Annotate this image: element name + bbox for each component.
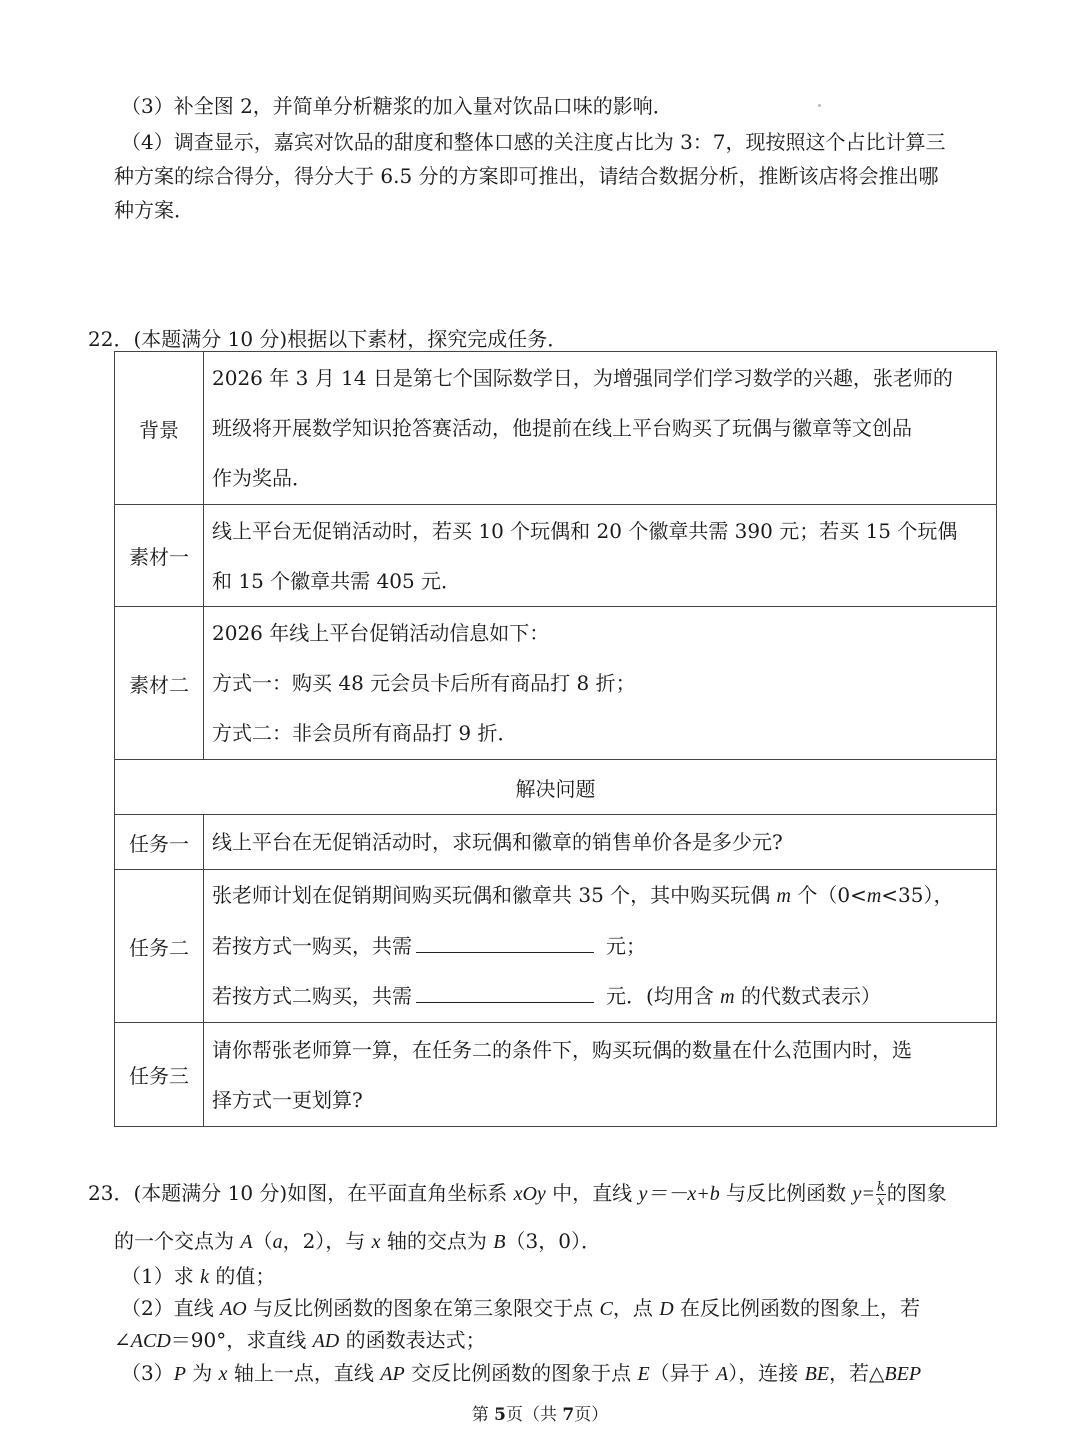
line-AP: AP <box>380 1363 405 1385</box>
q23-line2-text-c: ，2），与 <box>282 1229 372 1253</box>
row-task2 <box>115 870 997 1023</box>
point-C: C <box>599 1298 613 1320</box>
row-content-task3 <box>204 1023 997 1127</box>
background-line3: 作为奖品． <box>212 466 312 490</box>
row-solve-header <box>115 760 997 815</box>
task1-line1: 线上平台在无促销活动时，求玩偶和徽章的销售单价各是多少元? <box>204 815 997 870</box>
row-content-background <box>204 352 997 505</box>
q21-item4-line1: （4）调查显示，嘉宾对饮品的甜度和整体口感的关注度占比为 3：7，现按照这个占比计算三 <box>121 130 946 154</box>
scan-speck <box>818 104 821 107</box>
row-content-material1 <box>204 505 997 607</box>
row-label-task1: 任务一 <box>115 815 204 870</box>
row-material1 <box>115 505 997 607</box>
line-AD: AD <box>312 1330 340 1352</box>
footer-middle: 页（共 <box>506 1405 563 1425</box>
material1-line2: 和 15 个徽章共需 405 元． <box>212 568 462 593</box>
footer-prefix: 第 <box>471 1405 495 1425</box>
var-m: m <box>776 885 791 907</box>
q23-item3-text-c: 轴上一点，直线 <box>227 1361 381 1385</box>
q23-line2-text-a: 的一个交点为 <box>114 1229 241 1253</box>
var-xOy: xOy <box>513 1183 546 1205</box>
task2-line3-text-b: 元．(均用含 <box>606 984 721 1008</box>
task2-line2-text-b: 元； <box>606 934 646 958</box>
material2-line3: 方式二：非会员所有商品打 9 折． <box>212 721 518 745</box>
line-AO: AO <box>220 1298 247 1320</box>
task2-line3-text-c: 的代数式表示） <box>734 984 881 1008</box>
background-line2: 班级将开展数学知识抢答赛活动，他提前在线上平台购买了玩偶与徽章等文创品 <box>212 416 912 440</box>
q21-item4-line2: 种方案的综合得分，得分大于 6.5 分的方案即可推出，请结合数据分析，推断该店将会推出哪 <box>114 164 939 188</box>
q23-header-text-d: 的图象 <box>886 1181 947 1205</box>
material2-line2: 方式一：购买 48 元会员卡后所有商品打 8 折； <box>212 671 636 695</box>
row-label-material1: 素材一 <box>115 505 204 607</box>
q23-item1 <box>121 1261 275 1292</box>
var-m: m <box>866 885 882 907</box>
point-B: B <box>493 1231 506 1253</box>
point-A: A <box>716 1363 729 1385</box>
row-label-background: 背景 <box>115 352 204 505</box>
row-material2 <box>115 607 997 760</box>
row-content-material2 <box>204 607 997 760</box>
task2-line2-text-a: 若按方式一购买，共需 <box>212 934 412 958</box>
q23-item3-text-a: （3） <box>121 1361 174 1385</box>
q23-item2-text-b: 与反比例函数的图象在第三象限交于点 <box>246 1296 600 1320</box>
line-equation: y＝－x+b <box>638 1183 720 1205</box>
angle-symbol: ∠ <box>114 1328 131 1352</box>
page-footer <box>0 1400 1080 1425</box>
row-task3 <box>115 1023 997 1127</box>
var-m: m <box>720 986 735 1008</box>
background-line1: 2026 年 3 月 14 日是第七个国际数学日，为增强同学们学习数学的兴趣，张老师的 <box>212 366 953 390</box>
q23-item3-text-e: （异于 <box>649 1361 717 1385</box>
angle-ACD: ACD <box>130 1330 171 1352</box>
task2-line2 <box>212 921 988 971</box>
task3-line2: 择方式一更划算? <box>212 1087 363 1112</box>
q23-line2-text-e: （3，0）． <box>505 1229 601 1253</box>
page-number: 5 <box>494 1405 506 1425</box>
point-E: E <box>637 1363 650 1385</box>
q23-item2-text-f: 的函数表达式； <box>339 1328 486 1352</box>
q21-item3: （3）补全图 2，并简单分析糖浆的加入量对饮品口味的影响． <box>121 94 673 118</box>
q23-item3-text-f: ），连接 <box>728 1361 805 1385</box>
func-y: y= <box>852 1183 875 1205</box>
q23-line2-text-b: （ <box>252 1229 273 1253</box>
frac-numerator: k <box>876 1180 885 1195</box>
material2-line1: 2026 年线上平台促销活动信息如下： <box>212 621 550 645</box>
point-A: A <box>240 1231 253 1253</box>
q23-item3-text-d: 交反比例函数的图象于点 <box>404 1361 638 1385</box>
q23-item2-text-a: （2）直线 <box>121 1296 221 1320</box>
q23-item3 <box>121 1358 921 1389</box>
q23-header-text-a: 23．(本题满分 10 分)如图，在平面直角坐标系 <box>88 1181 514 1205</box>
task2-line1-text-b: 个（0< <box>790 883 867 907</box>
q23-item3-text-g: ，若△ <box>829 1361 885 1385</box>
total-pages: 7 <box>562 1405 575 1425</box>
var-a: a <box>272 1231 283 1253</box>
answer-blank-method2[interactable] <box>416 980 594 1003</box>
task2-line1-text-c: <35）， <box>881 883 954 907</box>
row-label-material2: 素材二 <box>115 607 204 760</box>
row-background <box>115 352 997 505</box>
q23-item2-line2 <box>114 1325 486 1356</box>
q22-task-table <box>114 351 997 1127</box>
q21-item4-line3: 种方案． <box>114 198 194 222</box>
task3-line1: 请你帮张老师算一算，在任务二的条件下，购买玩偶的数量在什么范围内时，选 <box>212 1037 912 1062</box>
q23-header-text-b: 中，直线 <box>545 1181 639 1205</box>
material1-line1: 线上平台无促销活动时，若买 10 个玩偶和 20 个徽章共需 390 元；若买 15 个玩偶 <box>212 518 958 543</box>
footer-suffix: 页） <box>574 1405 609 1425</box>
row-content-task2 <box>204 870 997 1023</box>
point-D: D <box>659 1298 674 1320</box>
point-P: P <box>173 1363 186 1385</box>
var-k: k <box>200 1266 209 1288</box>
task2-line3 <box>212 971 988 1022</box>
frac-denominator: x <box>877 1194 885 1209</box>
q23-line2 <box>114 1226 601 1257</box>
q22-header: 22．(本题满分 10 分)根据以下素材，探究完成任务． <box>88 327 568 351</box>
row-label-task3: 任务三 <box>115 1023 204 1127</box>
task2-line3-text-a: 若按方式二购买，共需 <box>212 984 412 1008</box>
row-label-task2: 任务二 <box>115 870 204 1023</box>
answer-blank-method1[interactable] <box>416 930 594 953</box>
q23-item1-text-b: 的值； <box>208 1264 276 1288</box>
q23-item2-text-c: ，点 <box>612 1296 660 1320</box>
q23-line2-text-d: 轴的交点为 <box>380 1229 494 1253</box>
q23-header <box>88 1178 947 1209</box>
q23-item2-text-d: 在反比例函数的图象上，若 <box>673 1296 920 1320</box>
q23-item1-text-a: （1）求 <box>121 1264 201 1288</box>
q23-item2-text-e: ＝90°，求直线 <box>170 1328 313 1352</box>
q23-item2-line1 <box>121 1293 920 1324</box>
fraction-k-over-x <box>876 1181 886 1208</box>
triangle-BEP: BEP <box>884 1363 922 1385</box>
solve-problems-header: 解决问题 <box>115 760 997 815</box>
task2-line1-text-a: 张老师计划在促销期间购买玩偶和徽章共 35 个，其中购买玩偶 <box>212 883 777 907</box>
q23-header-text-c: 与反比例函数 <box>719 1181 853 1205</box>
segment-BE: BE <box>804 1363 830 1385</box>
row-task1 <box>115 815 997 870</box>
var-x: x <box>218 1363 228 1385</box>
q23-item3-text-b: 为 <box>185 1361 219 1385</box>
var-x: x <box>371 1231 381 1253</box>
task2-line1 <box>212 870 988 921</box>
